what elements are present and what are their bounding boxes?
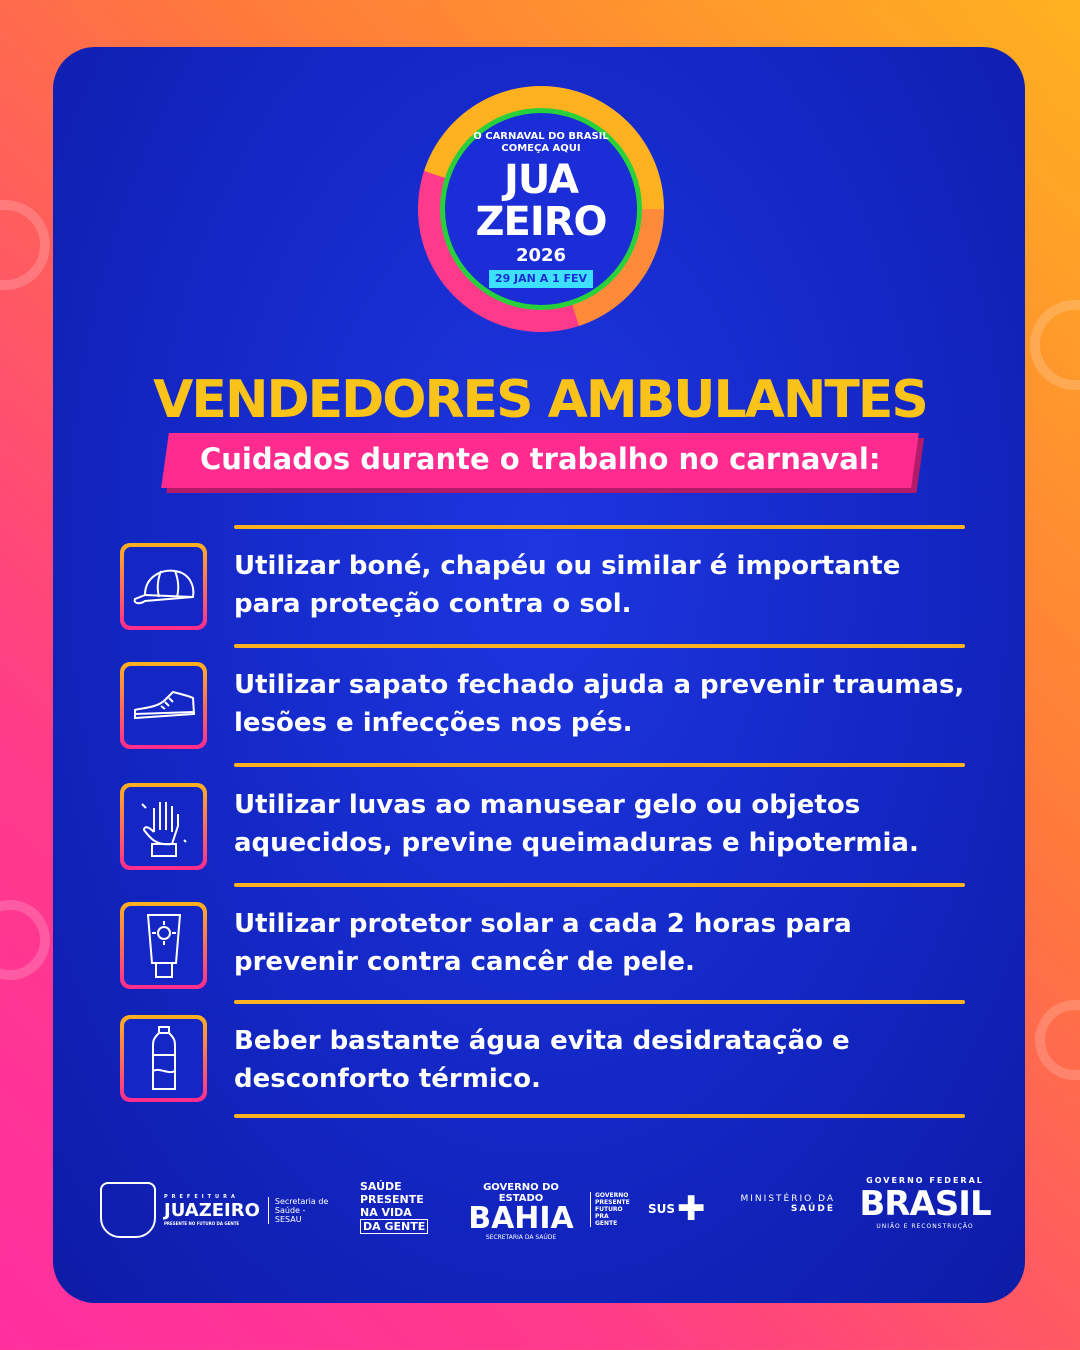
- shoe-icon: [131, 688, 197, 724]
- divider: [234, 644, 965, 648]
- sus-logo: [648, 1189, 706, 1229]
- label: PRESENTE: [360, 1193, 424, 1206]
- label: JUAZEIRO: [164, 1200, 260, 1221]
- tip-text: Utilizar protetor solar a cada 2 horas para prevenir contra cancêr de pele.: [234, 909, 852, 977]
- icon-box: [120, 662, 207, 749]
- tip-text: Utilizar sapato fechado ajuda a prevenir traumas, lesões e infecções nos pés.: [234, 670, 965, 738]
- divider: [234, 763, 965, 767]
- logo-arc-text: O CARNAVAL DO BRASIL COMEÇA AQUI: [473, 130, 609, 154]
- icon-box: [120, 783, 207, 870]
- logo-dates: 29 JAN A 1 FEV: [489, 270, 593, 288]
- divider: [234, 525, 965, 529]
- decor: [1035, 1000, 1080, 1080]
- icon-box: [120, 902, 207, 989]
- label: PRESENTE NO FUTURO DA GENTE: [164, 1221, 240, 1226]
- divider: [234, 1000, 965, 1004]
- label: BAHIA: [468, 1201, 574, 1236]
- subtitle: Cuidados durante o trabalho no carnaval:: [199, 442, 881, 476]
- divider: [234, 883, 965, 887]
- logo-name: ZEIRO: [475, 198, 607, 245]
- bahia-logo: [462, 1182, 580, 1241]
- decor: [0, 900, 50, 980]
- logo-name: JUA: [503, 156, 579, 203]
- tip-text: Utilizar luvas ao manusear gelo ou objetos aquecidos, previne queimaduras e hipotermia.: [234, 790, 919, 858]
- coat-of-arms-icon: [100, 1182, 156, 1238]
- label: SUS: [648, 1202, 676, 1216]
- cap-icon: [131, 567, 197, 607]
- glove-icon: [138, 796, 190, 858]
- governo-federal-logo: [845, 1176, 1005, 1230]
- decor: [0, 200, 50, 290]
- plus-icon: ✚: [677, 1189, 706, 1229]
- tip-text: Beber bastante água evita desidratação e desconforto térmico.: [234, 1026, 850, 1094]
- label: BRASIL: [859, 1184, 991, 1224]
- label: UNIÃO E RECONSTRUÇÃO: [876, 1223, 974, 1230]
- label: Secretaria de Saúde - SESAU: [268, 1197, 332, 1224]
- divider: [234, 1114, 965, 1118]
- label: GOVERNO FEDERAL: [866, 1176, 984, 1185]
- water-bottle-icon: [149, 1025, 179, 1093]
- label: SAÚDE: [360, 1180, 402, 1193]
- label: NA VIDA: [360, 1206, 412, 1219]
- ministerio-logo: [725, 1194, 835, 1214]
- label: DA GENTE: [360, 1219, 428, 1234]
- sunscreen-icon: [144, 913, 184, 979]
- juazeiro-logo: [100, 1182, 332, 1238]
- label: SAÚDE: [790, 1204, 835, 1214]
- label: GOVERNO DO ESTADO: [483, 1182, 559, 1204]
- tip-text: Utilizar boné, chapéu ou similar é importante para proteção contra o sol.: [234, 551, 901, 619]
- icon-box: [120, 543, 207, 630]
- label: PREFEITURA: [164, 1194, 239, 1200]
- label: GOVERNO PRESENTE FUTURO PRA GENTE: [590, 1192, 632, 1227]
- label: MINISTÉRIO DA: [740, 1194, 835, 1204]
- label: SECRETARIA DA SAÚDE: [485, 1234, 557, 1241]
- saude-presente-logo: [360, 1180, 428, 1234]
- subtitle-banner: [161, 433, 919, 488]
- juazeiro-2026-logo: [418, 86, 664, 332]
- icon-box: [120, 1015, 207, 1102]
- logo-year: 2026: [515, 244, 567, 266]
- page-title: VENDEDORES AMBULANTES: [153, 370, 927, 430]
